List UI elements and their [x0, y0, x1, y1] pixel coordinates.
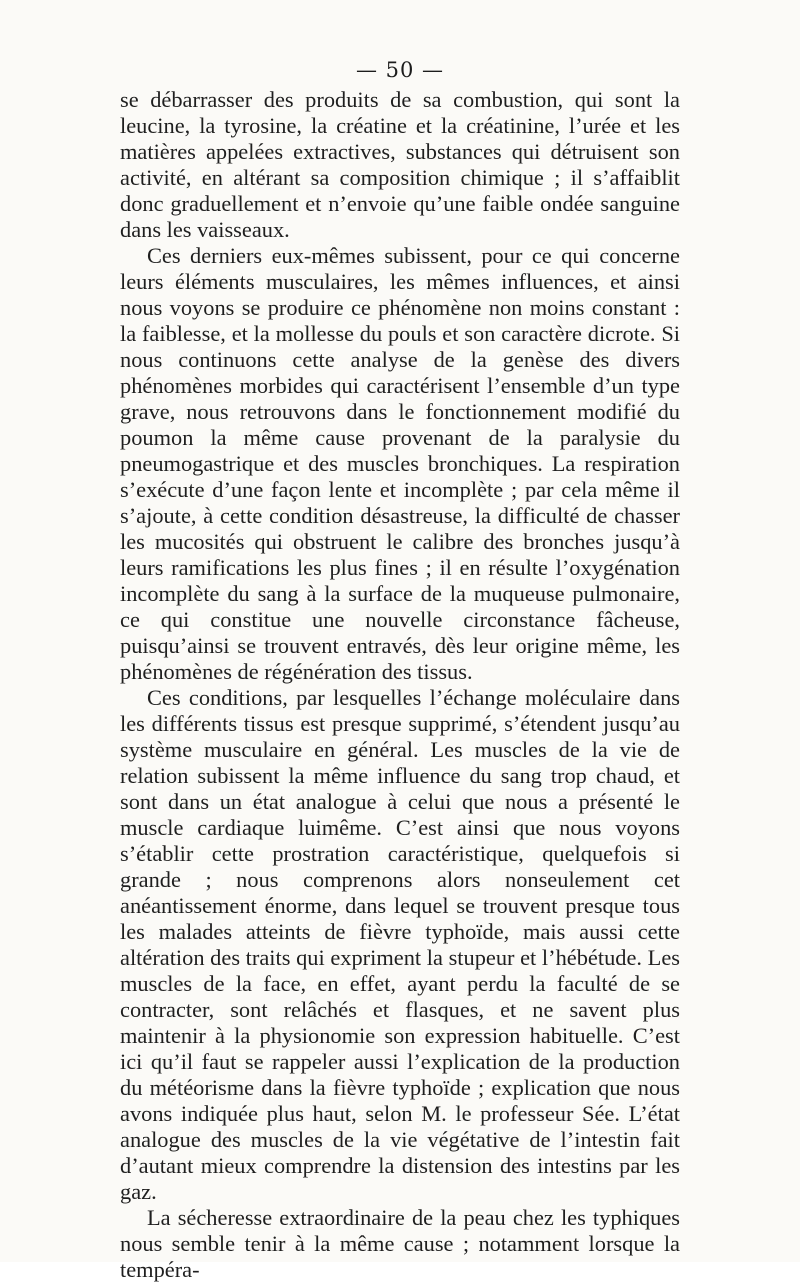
paragraph-3: Ces conditions, par lesquelles l’échange moléculaire dans les différents tissus est presque supprimé, s’étendent jusqu’au système musculaire en général. Les muscles de la vie de relation subissent la même influence du sang trop chaud, et sont dans un état analogue à celui que nous a présenté le muscle cardiaque luimême. C’est ainsi que nous voyons s’établir cette prostration caractéristique, quelquefois si grande ; nous comprenons alors nonseulement cet anéantissement énorme, dans lequel se trouvent presque tous les malades atteints de fièvre typhoïde, mais aussi cette altération des traits qui expriment la stupeur et l’hébétude. Les muscles de la face, en effet, ayant perdu la faculté de se contracter, sont relâchés et flasques, et ne savent plus maintenir à la physionomie son expression habituelle. C’est ici qu’il faut se rappeler aussi l’explication de la production du météorisme dans la fièvre typhoïde ; explication que nous avons indiquée plus haut, selon M. le professeur Sée. L’état analogue des muscles de la vie végétative de l’intestin fait d’autant mieux comprendre la distension des intestins par les gaz. — [120, 685, 680, 1204]
paragraph-2: Ces derniers eux-mêmes subissent, pour ce qui concerne leurs éléments musculaires, les mêmes influences, et ainsi nous voyons se produire ce phénomène non moins constant : la faiblesse, et la mollesse du pouls et son caractère dicrote. Si nous continuons cette analyse de la genèse des divers phénomènes morbides qui caractérisent l’ensemble d’un type grave, nous retrouvons dans le fonctionnement modifié du poumon la même cause provenant de la paralysie du pneumogastrique et des muscles bronchiques. La respiration s’exécute d’une façon lente et incomplète ; par cela même il s’ajoute, à cette condition désastreuse, la difficulté de chasser les mucosités qui obstruent le calibre des bronches jusqu’à leurs ramifications les plus fines ; il en résulte l’oxygénation incomplète du sang à la surface de la muqueuse pulmonaire, ce qui constitue une nouvelle circonstance fâcheuse, puisqu’ainsi se trouvent entravés, dès leur origine même, les phénomènes de régénération des tissus. — [120, 243, 680, 684]
body-text — [120, 87, 680, 1283]
paragraph-4: La sécheresse extraordinaire de la peau chez les typhiques nous semble tenir à la même cause ; notamment lorsque la tempéra- — [120, 1205, 680, 1282]
paragraph-1: se débarrasser des produits de sa combustion, qui sont la leucine, la tyrosine, la créatine et la créatinine, l’urée et les matières appelées extractives, substances qui détruisent son activité, en altérant sa composition chimique ; il s’affaiblit donc graduellement et n’envoie qu’une faible ondée sanguine dans les vaisseaux. — [120, 87, 680, 242]
page-number: — 50 — — [355, 58, 445, 82]
